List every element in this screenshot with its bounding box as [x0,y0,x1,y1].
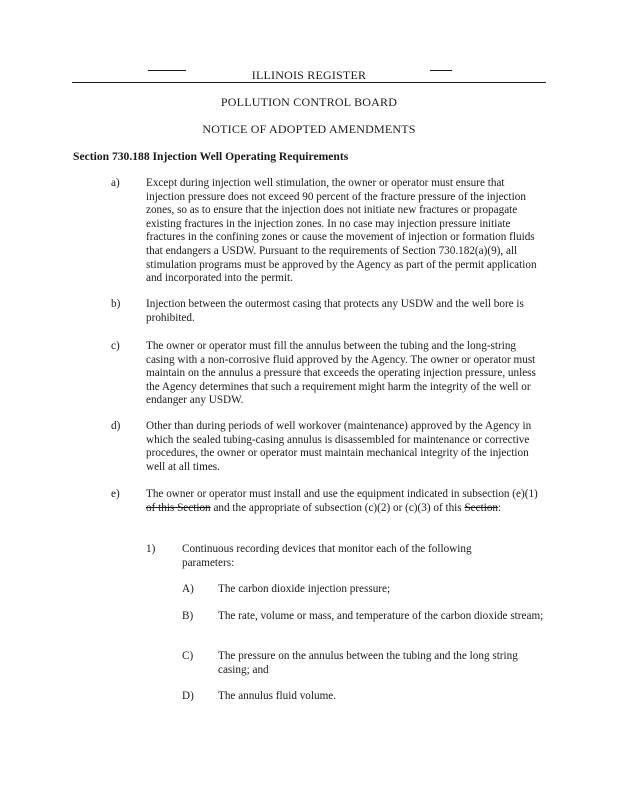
item-a-text: Except during injection well stimulation, the owner or operator must ensure that injection pressure does not exceed 90 percent of the fracture pressure of the injection zones, so as to ensure that the injection does not initiate new fractures or propagate existing fractures in the injection zones. In no case may injection pressure initiate fractures in the confining zones or cause the movement of injection or formation fluids that endangers a USDW. Pursuant to the requirements of Section 730.182(a)(9), all stimulation programs must be approved by the Agency as part of the permit application and incorporated into the permit. [146,177,537,285]
notice-title: NOTICE OF ADOPTED AMENDMENTS [202,122,416,136]
item-e1-text: Continuous recording devices that monitor each of the following parameters: [182,543,472,569]
item-c-text: The owner or operator must fill the annulus between the tubing and the long-string casing with a non-corrosive fluid approved by the Agency. The owner or operator must maintain on the annulus a pressure that exceeds the operating injection pressure, unless the Agency determines that such a requirement might harm the integrity of the well or endanger any USDW. [146,340,536,407]
item-a-label: a) [111,177,120,189]
item-e-struck-1: of this Section [146,501,211,514]
item-B-label: B) [182,610,194,622]
item-e-label: e) [111,488,120,500]
item-c-label: c) [111,340,120,352]
item-d-text: Other than during periods of well workover (maintenance) approved by the Agency in which the sealed tubing-casing annulus is disassembled for maintenance or corrective procedures, the owner or operator must maintain mechanical integrity of the injection well at all times. [146,420,532,473]
item-D-text: The annulus fluid volume. [218,690,337,702]
item-D-label: D) [182,690,194,702]
item-b-label: b) [111,298,121,310]
item-A-label: A) [182,583,194,595]
item-e-text-part1: The owner or operator must install and use the equipment indicated in subsection (e)(1) [146,488,538,500]
board-title: POLLUTION CONTROL BOARD [220,95,398,109]
item-e-struck-2: Section [464,501,499,514]
item-b-text: Injection between the outermost casing that protects any USDW and the well bore is prohibited. [146,298,524,324]
item-e-text-end: : [498,501,502,514]
item-e-text-part2: and the appropriate of subsection (c)(2) or (c)(3) of this [210,501,465,514]
item-d-label: d) [111,420,121,432]
item-B-text: The rate, volume or mass, and temperature of the carbon dioxide stream; [218,610,544,622]
item-C-text: The pressure on the annulus between the tubing and the long string casing; and [218,650,518,676]
item-C-label: C) [182,650,194,662]
item-A-text: The carbon dioxide injection pressure; [218,583,391,595]
register-title: ILLINOIS REGISTER [251,68,367,82]
item-e1-label: 1) [146,543,156,555]
section-heading: Section 730.188 Injection Well Operating Requirements [73,150,349,163]
item-e-text [146,488,546,515]
